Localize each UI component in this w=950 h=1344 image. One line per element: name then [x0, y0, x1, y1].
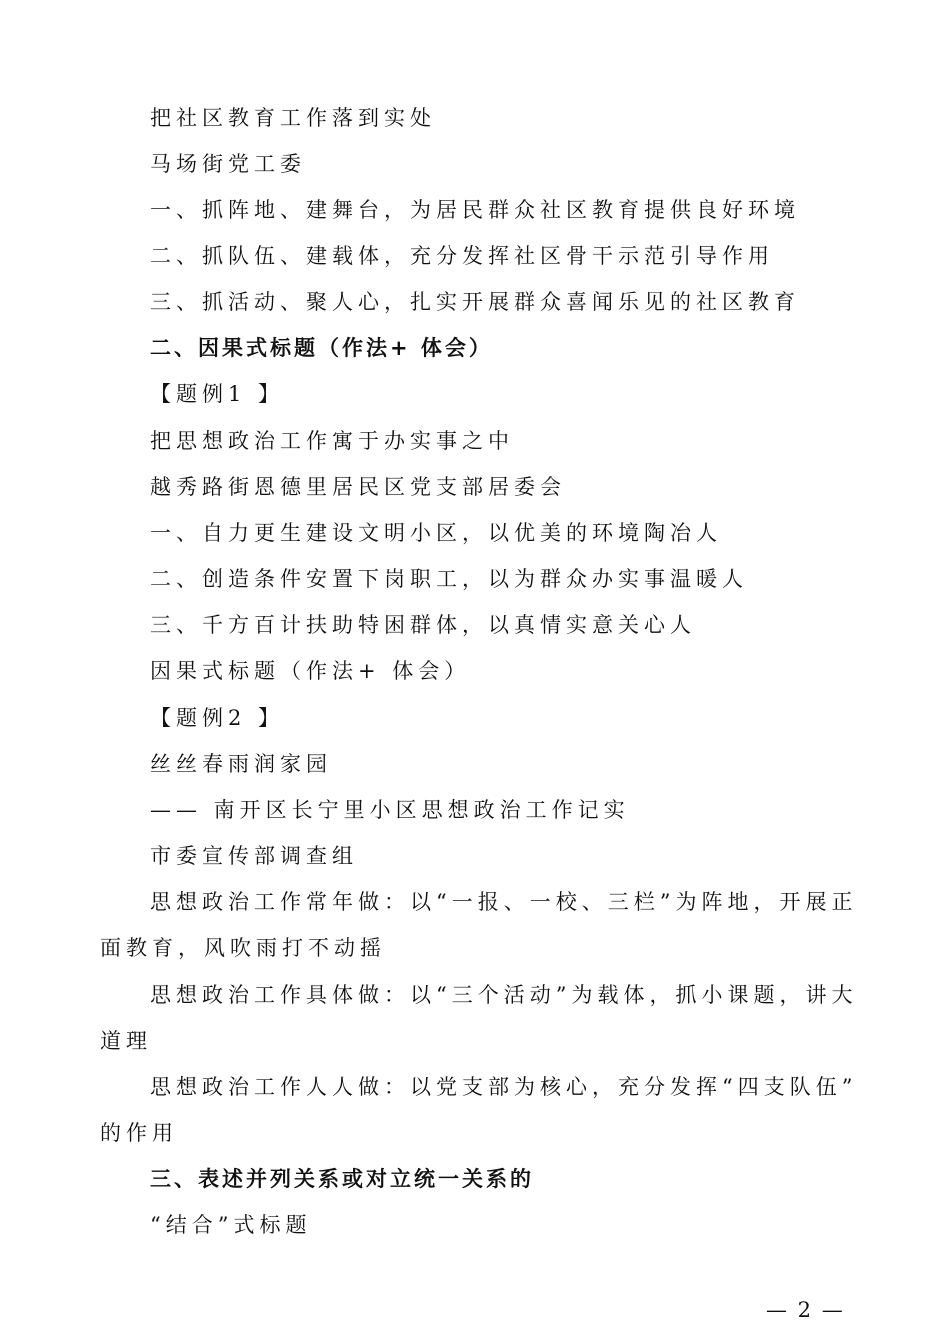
- page-number: — 2 —: [766, 1298, 845, 1322]
- text-line: “结合”式标题: [150, 1213, 312, 1237]
- section-heading: 三、表述并列关系或对立统一关系的: [150, 1167, 534, 1191]
- text-line: 思想政治工作常年做：以“一报、一校、三栏”为阵地，开展正: [150, 890, 858, 914]
- text-line: 【题例1 】: [150, 382, 285, 406]
- text-line: 越秀路街恩德里居民区党支部居委会: [150, 475, 566, 499]
- text-line: 把思想政治工作寓于办实事之中: [150, 429, 514, 453]
- section-heading: 二、因果式标题（作法+ 体会）: [150, 336, 493, 360]
- text-line: 思想政治工作人人做：以党支部为核心，充分发挥“四支队伍”: [150, 1075, 858, 1099]
- text-line: 马场街党工委: [150, 152, 306, 176]
- text-line: 思想政治工作具体做：以“三个活动”为载体，抓小课题，讲大: [150, 983, 858, 1007]
- text-line: —— 南开区长宁里小区思想政治工作记实: [150, 798, 630, 822]
- text-line: 一、自力更生建设文明小区，以优美的环境陶冶人: [150, 521, 722, 545]
- text-line: 面教育，风吹雨打不动摇: [100, 936, 386, 960]
- text-line: 三、千方百计扶助特困群体，以真情实意关心人: [150, 613, 696, 637]
- text-line: 因果式标题（作法+ 体会）: [150, 659, 471, 683]
- text-line: 一、抓阵地、建舞台，为居民群众社区教育提供良好环境: [150, 198, 800, 222]
- text-line: 市委宣传部调查组: [150, 844, 358, 868]
- text-line: 二、创造条件安置下岗职工，以为群众办实事温暖人: [150, 567, 748, 591]
- text-line: 丝丝春雨润家园: [150, 752, 332, 776]
- text-line: 二、抓队伍、建载体，充分发挥社区骨干示范引导作用: [150, 244, 774, 268]
- text-line: 把社区教育工作落到实处: [150, 106, 436, 130]
- text-line: 的作用: [100, 1121, 178, 1145]
- text-line: 【题例2 】: [150, 706, 285, 730]
- text-line: 三、抓活动、聚人心，扎实开展群众喜闻乐见的社区教育: [150, 290, 800, 314]
- text-line: 道理: [100, 1029, 152, 1053]
